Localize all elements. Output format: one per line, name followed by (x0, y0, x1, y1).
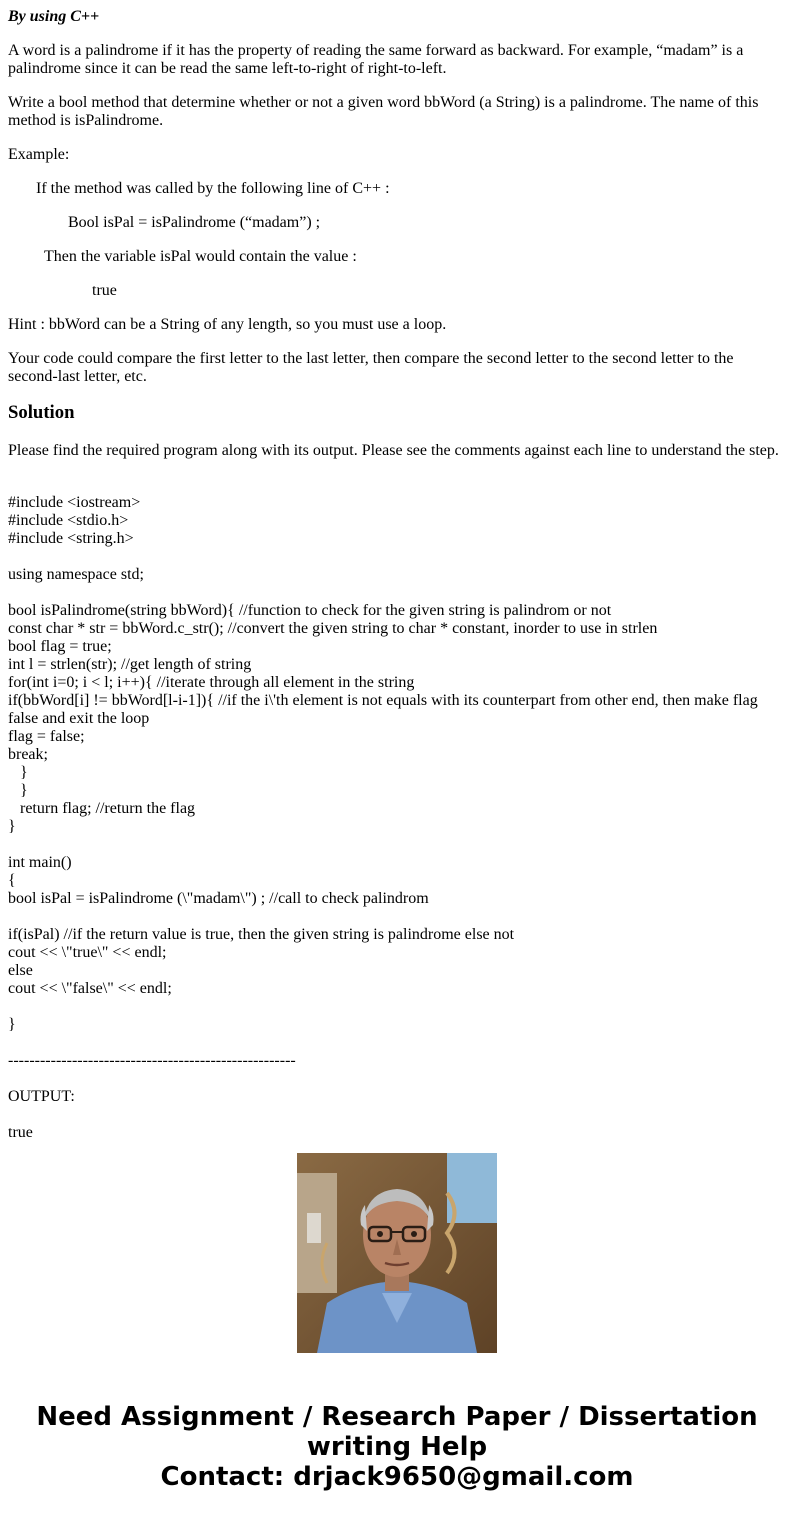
code-line: if(isPal) //if the return value is true, then the given string is palindrome else not (8, 926, 515, 943)
hint-2: Your code could compare the first letter to the last letter, then compare the second letter to the second letter to the second-last letter, etc. (8, 350, 734, 385)
author-avatar (297, 1153, 497, 1353)
solution-intro: Please find the required program along with its output. Please see the comments against each line to understand the step. (8, 442, 779, 459)
example-label: Example: (8, 146, 70, 163)
code-line: using namespace std; (8, 566, 144, 583)
code-line: cout << \"true\" << endl; (8, 944, 167, 961)
solution-code (8, 494, 786, 1141)
code-line: #include <string.h> (8, 530, 134, 547)
solution-heading: Solution (8, 402, 75, 423)
code-line: int l = strlen(str); //get length of string (8, 656, 252, 673)
code-line: ------------------------------------------------------ (8, 1052, 296, 1069)
code-line (8, 548, 786, 566)
document-body (8, 8, 786, 1141)
help-advertisement (0, 1402, 794, 1492)
hint: Hint : bbWord can be a String of any length, so you must use a loop. (8, 316, 447, 333)
code-line (8, 908, 786, 926)
code-line (8, 1070, 786, 1088)
code-line: { (8, 872, 16, 889)
code-line (8, 584, 786, 602)
code-line (8, 998, 786, 1016)
code-line: break; (8, 746, 48, 763)
code-line: else (8, 962, 33, 979)
example-result: true (92, 282, 117, 299)
code-line: } (8, 782, 28, 799)
code-line: bool flag = true; (8, 638, 112, 655)
question-paragraph-2: Write a bool method that determine whether or not a given word bbWord (a String) is a palindrome. The name of this method is isPalindrome. (8, 94, 759, 129)
ad-headline: Need Assignment / Research Paper / Dissertation writing Help (36, 1402, 758, 1462)
code-line: int main() (8, 854, 72, 871)
question-title: By using C++ (8, 8, 100, 25)
code-line: return flag; //return the flag (8, 800, 196, 817)
example-call-intro: If the method was called by the following line of C++ : (36, 180, 390, 197)
code-line: } (8, 764, 28, 781)
code-line: if(bbWord[i] != bbWord[l-i-1]){ //if the i\'th element is not equals with its counterpart from other end, then make flag false and exit the loop (8, 692, 762, 727)
ad-contact: Contact: drjack9650@gmail.com (160, 1462, 634, 1492)
code-line: const char * str = bbWord.c_str(); //convert the given string to char * constant, inorder to use in strlen (8, 620, 658, 637)
example-result-intro: Then the variable isPal would contain the value : (44, 248, 357, 265)
question-paragraph-1: A word is a palindrome if it has the property of reading the same forward as backward. For example, “madam” is a palindrome since it can be read the same left-to-right of right-to-left. (8, 42, 744, 77)
code-line (8, 836, 786, 854)
code-line: bool isPalindrome(string bbWord){ //function to check for the given string is palindrom or not (8, 602, 612, 619)
example-call: Bool isPal = isPalindrome (“madam”) ; (68, 214, 321, 231)
code-line: } (8, 818, 16, 835)
code-line: #include <stdio.h> (8, 512, 129, 529)
code-line: cout << \"false\" << endl; (8, 980, 172, 997)
code-line: flag = false; (8, 728, 85, 745)
code-line: for(int i=0; i < l; i++){ //iterate through all element in the string (8, 674, 415, 691)
code-line: #include <iostream> (8, 494, 141, 511)
code-line (8, 1106, 786, 1124)
code-line: bool isPal = isPalindrome (\"madam\") ; //call to check palindrom (8, 890, 429, 907)
code-line: OUTPUT: (8, 1088, 75, 1105)
code-line: } (8, 1016, 16, 1033)
code-line (8, 1034, 786, 1052)
code-line: true (8, 1124, 33, 1141)
person-photo-icon (297, 1153, 497, 1353)
